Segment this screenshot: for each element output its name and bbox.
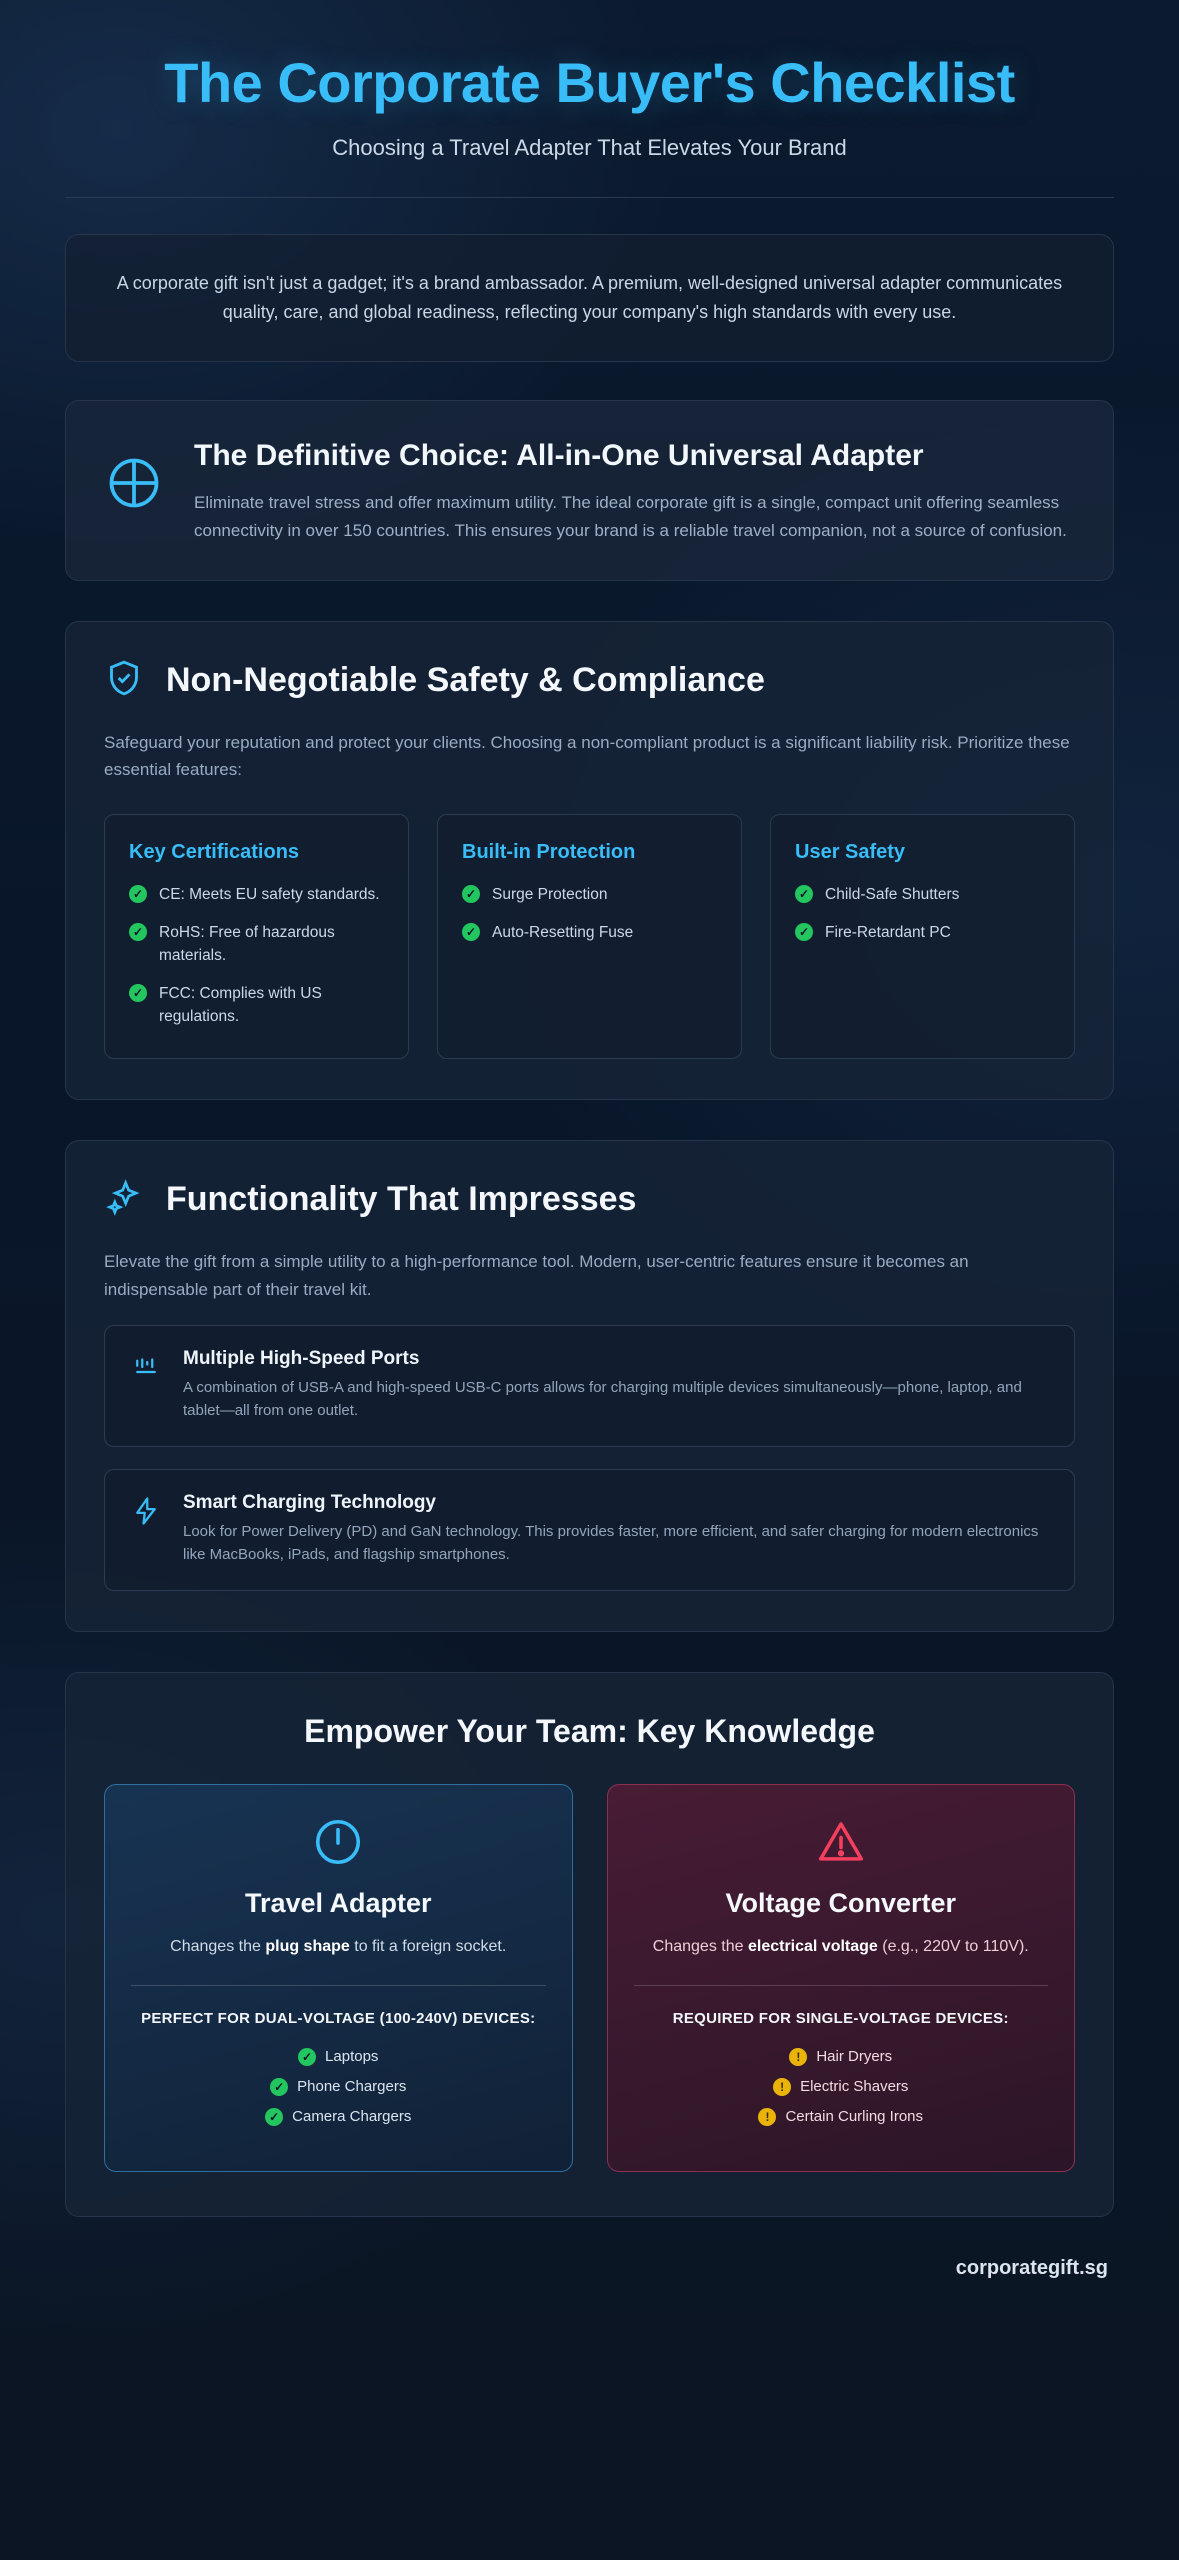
list-item-label: Electric Shavers [800, 2078, 909, 2096]
ports-icon [131, 1348, 161, 1387]
list-item-label: Auto-Resetting Fuse [492, 924, 634, 942]
item-text: Look for Power Delivery (PD) and GaN technology. This provides faster, more efficient, and safer charging for modern electronics like MacBooks, iPads, and flagship smartphones. [183, 1523, 1039, 1563]
list-item [795, 922, 1050, 944]
list-item-label: Certain Curling Irons [785, 2108, 924, 2126]
list-item [795, 884, 1050, 906]
item-title: Multiple High-Speed Ports [183, 1348, 420, 1370]
safety-column-protection [437, 814, 742, 1059]
globe-icon [104, 437, 164, 518]
functionality-header [104, 1177, 1075, 1222]
safety-column-certifications [104, 814, 409, 1059]
intro-text: A corporate gift isn't just a gadget; it's a brand ambassador. A premium, well-designed universal adapter communicates quality, care, and global readiness, reflecting your company's high standards with every use. [116, 272, 1063, 322]
brand-name: corporategift.sg [955, 2257, 1108, 2280]
list-item-label: RoHS: Free of hazardous materials. [159, 924, 335, 964]
lead-pre: Changes the [652, 1938, 748, 1956]
comparison-section [65, 1672, 1114, 2217]
subcard-title: Key Certifications [129, 840, 300, 863]
card-divider [131, 1985, 546, 1986]
functionality-item-smart-charging [104, 1469, 1075, 1591]
list-item [462, 884, 717, 906]
page-title: The Corporate Buyer's Checklist [164, 51, 1015, 114]
list-item [131, 2077, 546, 2096]
lead-bold: plug shape [265, 1938, 350, 1956]
comparison-card-title: Travel Adapter [244, 1888, 432, 1919]
comparison-card-list [634, 2047, 1049, 2126]
intro-card [65, 234, 1114, 362]
definitive-choice-card [65, 400, 1114, 581]
comparison-cards [104, 1784, 1075, 2172]
list-item-label: CE: Meets EU safety standards. [159, 885, 380, 903]
warning-triangle-icon [634, 1815, 1049, 1874]
list-item-label: Phone Chargers [297, 2078, 407, 2096]
comparison-card-subhead: REQUIRED FOR SINGLE-VOLTAGE DEVICES: [672, 2010, 1009, 2028]
list-item [129, 922, 384, 967]
check-icon: ✓ [795, 885, 813, 903]
check-icon: ✓ [129, 984, 147, 1002]
header-divider [65, 197, 1114, 198]
power-icon [131, 1815, 546, 1874]
item-text: A combination of USB-A and high-speed USB-C ports allows for charging multiple devices simultaneously—phone, laptop, and tablet—all from one outlet. [183, 1379, 1022, 1419]
lead-bold: electrical voltage [747, 1938, 878, 1956]
safety-description: Safeguard your reputation and protect your clients. Choosing a non-compliant product is a significant liability risk. Prioritize these essential features: [104, 732, 1070, 780]
check-icon: ✓ [265, 2108, 283, 2126]
list-item [129, 983, 384, 1028]
page-header [65, 30, 1114, 198]
safety-title: Non-Negotiable Safety & Compliance [166, 660, 765, 699]
comparison-title: Empower Your Team: Key Knowledge [304, 1713, 875, 1750]
safety-column-user-safety [770, 814, 1075, 1059]
comparison-card-title: Voltage Converter [725, 1888, 957, 1919]
comparison-card-lead [131, 1935, 546, 1959]
comparison-card-list [131, 2047, 546, 2126]
safety-columns [104, 814, 1075, 1059]
list-item-label: Fire-Retardant PC [825, 924, 951, 942]
footer [65, 2251, 1114, 2298]
safety-section [65, 621, 1114, 1100]
list-item [131, 2047, 546, 2066]
definitive-choice-title: The Definitive Choice: All-in-One Universal Adapter [194, 439, 924, 473]
shield-check-icon [104, 658, 144, 703]
card-divider [634, 1985, 1049, 1986]
definitive-choice-text: Eliminate travel stress and offer maximum utility. The ideal corporate gift is a single, compact unit offering seamless connectivity in over 150 countries. This ensures your brand is a reliable travel companion, not a source of confusion. [194, 493, 1067, 540]
warning-icon: ! [789, 2048, 807, 2066]
functionality-title: Functionality That Impresses [166, 1180, 637, 1219]
check-icon: ✓ [462, 923, 480, 941]
list-item-label: FCC: Complies with US regulations. [159, 985, 322, 1025]
comparison-card-subhead: PERFECT FOR DUAL-VOLTAGE (100-240V) DEVICES: [141, 2010, 536, 2028]
functionality-section [65, 1140, 1114, 1632]
list-item-label: Child-Safe Shutters [825, 885, 960, 903]
comparison-card-travel-adapter [104, 1784, 573, 2172]
check-icon: ✓ [298, 2048, 316, 2066]
lead-post: (e.g., 220V to 110V). [877, 1938, 1029, 1956]
check-icon: ✓ [795, 923, 813, 941]
list-item [634, 2107, 1049, 2126]
warning-icon: ! [758, 2108, 776, 2126]
list-item [634, 2077, 1049, 2096]
list-item-label: Camera Chargers [292, 2108, 412, 2126]
warning-icon: ! [773, 2078, 791, 2096]
check-icon: ✓ [129, 885, 147, 903]
list-item-label: Surge Protection [492, 885, 608, 903]
item-title: Smart Charging Technology [183, 1492, 437, 1514]
subcard-title: User Safety [795, 840, 906, 863]
safety-header [104, 658, 1075, 703]
list-item [131, 2107, 546, 2126]
comparison-card-voltage-converter [607, 1784, 1076, 2172]
list-item [634, 2047, 1049, 2066]
page-subtitle: Choosing a Travel Adapter That Elevates Your Brand [332, 134, 847, 160]
lead-pre: Changes the [170, 1938, 266, 1956]
lead-post: to fit a foreign socket. [349, 1938, 507, 1956]
check-icon: ✓ [270, 2078, 288, 2096]
list-item [129, 884, 384, 906]
subcard-title: Built-in Protection [462, 840, 636, 863]
list-item-label: Hair Dryers [816, 2048, 893, 2066]
functionality-description: Elevate the gift from a simple utility to a high-performance tool. Modern, user-centric features ensure it becomes an indispensable part of their travel kit. [104, 1252, 969, 1299]
check-icon: ✓ [129, 923, 147, 941]
list-item-label: Laptops [325, 2048, 379, 2066]
comparison-card-lead [634, 1935, 1049, 1959]
check-icon: ✓ [462, 885, 480, 903]
list-item [462, 922, 717, 944]
functionality-item-ports [104, 1325, 1075, 1447]
sparkles-icon [104, 1177, 144, 1222]
bolt-icon [131, 1492, 161, 1531]
